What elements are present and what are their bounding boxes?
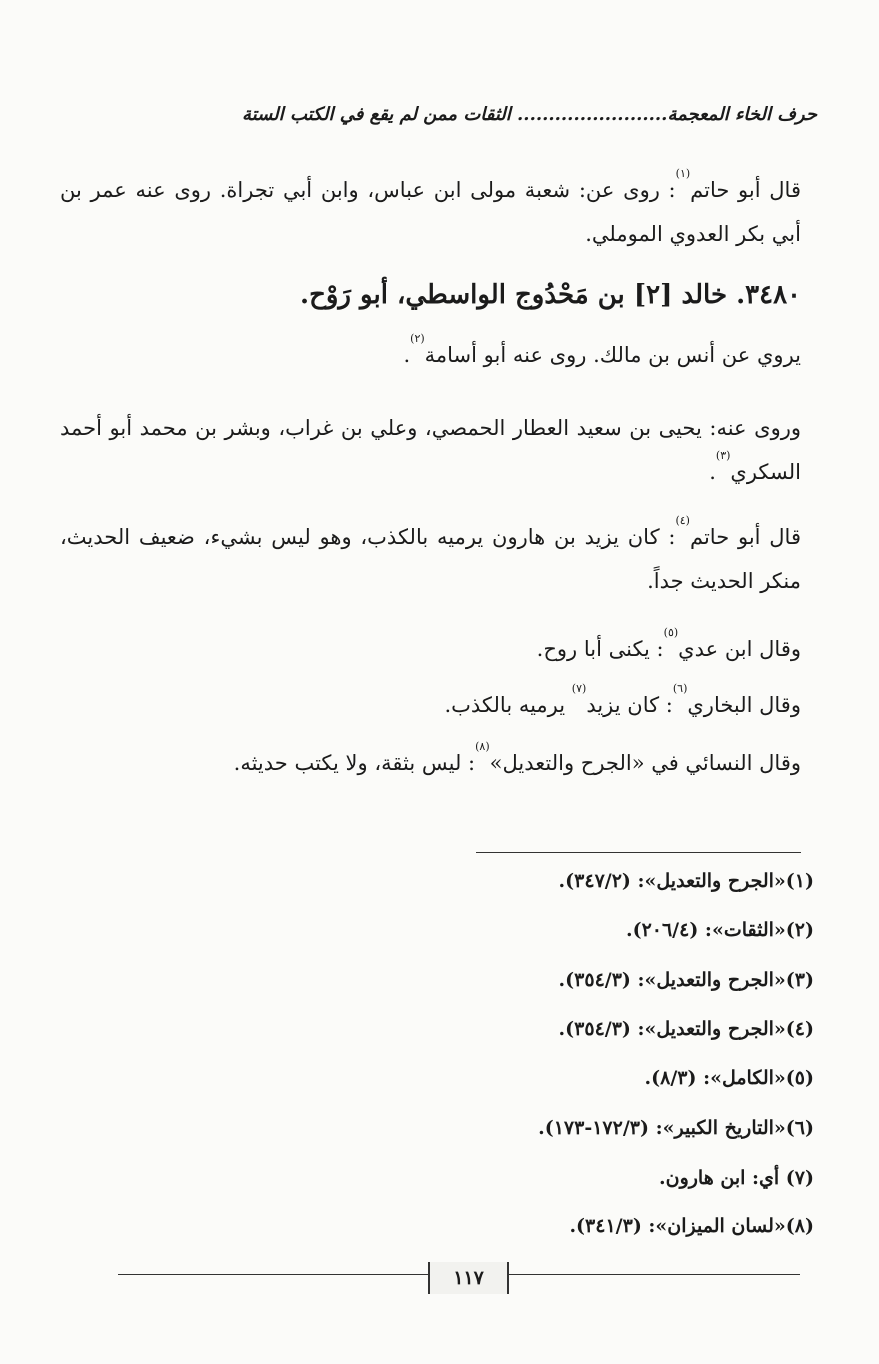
footnote-ref: (٤) bbox=[675, 514, 690, 527]
paragraph-ibn-adi bbox=[60, 627, 801, 671]
paragraph-abu-hatim-2 bbox=[60, 515, 801, 603]
footnote-7: (٧) أي: ابن هارون. bbox=[659, 1167, 814, 1189]
running-header: حرف الخاء المعجمة........................ الثقات ممن لم يقع في الكتب الستة bbox=[242, 104, 817, 125]
paragraph-narrators bbox=[60, 333, 801, 377]
footnote-8: (٨)«لسان الميزان»: (٣٤١/٣). bbox=[569, 1215, 814, 1237]
footnote-5: (٥)«الكامل»: (٨/٣). bbox=[644, 1067, 814, 1089]
footnote-ref: (٣) bbox=[715, 449, 731, 462]
footnote-ref: (٧) bbox=[571, 682, 587, 695]
page-number: ١١٧ bbox=[428, 1262, 509, 1294]
paragraph-text: : كان يزيد bbox=[586, 693, 673, 717]
paragraph-text: وروى عنه: يحيى بن سعيد العطار الحمصي، وعلي بن غراب، وبشر بن محمد أبو أحمد السكري bbox=[60, 416, 801, 484]
footnote-2: (٢)«الثقات»: (٢٠٦/٤). bbox=[625, 919, 814, 941]
paragraph-narrated-from bbox=[60, 406, 801, 494]
paragraph-text: يرميه بالكذب. bbox=[444, 693, 572, 717]
paragraph-text: وقال ابن عدي bbox=[678, 637, 801, 661]
footnote-1: (١)«الجرح والتعديل»: (٣٤٧/٢). bbox=[558, 870, 814, 892]
footnote-ref: (٨) bbox=[475, 740, 490, 753]
paragraph-text: وقال النسائي في «الجرح والتعديل» bbox=[489, 751, 801, 775]
footer-rule-left bbox=[118, 1274, 428, 1275]
paragraph-text: قال أبو حاتم bbox=[690, 178, 801, 202]
paragraph-text: : كان يزيد بن هارون يرميه بالكذب، وهو ليس بشيء، ضعيف الحديث، منكر الحديث جداً. bbox=[60, 525, 801, 593]
footnote-4: (٤)«الجرح والتعديل»: (٣٥٤/٣). bbox=[558, 1018, 814, 1040]
footer-rule-right bbox=[505, 1274, 800, 1275]
paragraph-text: : يكنى أبا روح. bbox=[536, 637, 664, 661]
footnote-3: (٣)«الجرح والتعديل»: (٣٥٤/٣). bbox=[558, 969, 814, 991]
paragraph-text: . bbox=[403, 343, 411, 367]
paragraph-abu-hatim-1 bbox=[60, 168, 801, 256]
entry-heading: ٣٤٨٠. خالد [٢] بن مَحْدُوج الواسطي، أبو رَوْح. bbox=[300, 280, 801, 310]
footnote-separator bbox=[476, 852, 801, 853]
paragraph-bukhari bbox=[60, 683, 801, 727]
footnote-ref: (٦) bbox=[672, 682, 688, 695]
paragraph-text: يروي عن أنس بن مالك. روى عنه أبو أسامة bbox=[424, 343, 801, 367]
footnote-ref: (١) bbox=[675, 167, 691, 180]
paragraph-nasai bbox=[60, 741, 801, 785]
footnote-ref: (٢) bbox=[410, 332, 425, 345]
footnote-ref: (٥) bbox=[663, 626, 679, 639]
paragraph-text: وقال البخاري bbox=[687, 693, 801, 717]
footnote-6: (٦)«التاريخ الكبير»: (١٧٢/٣-١٧٣). bbox=[538, 1117, 814, 1139]
paragraph-text: : ليس بثقة، ولا يكتب حديثه. bbox=[233, 751, 476, 775]
paragraph-text: : روى عن: شعبة مولى ابن عباس، وابن أبي تجراة. روى عنه عمر بن أبي بكر العدوي الموملي. bbox=[60, 178, 801, 246]
paragraph-text: قال أبو حاتم bbox=[689, 525, 801, 549]
paragraph-text: . bbox=[709, 460, 716, 484]
